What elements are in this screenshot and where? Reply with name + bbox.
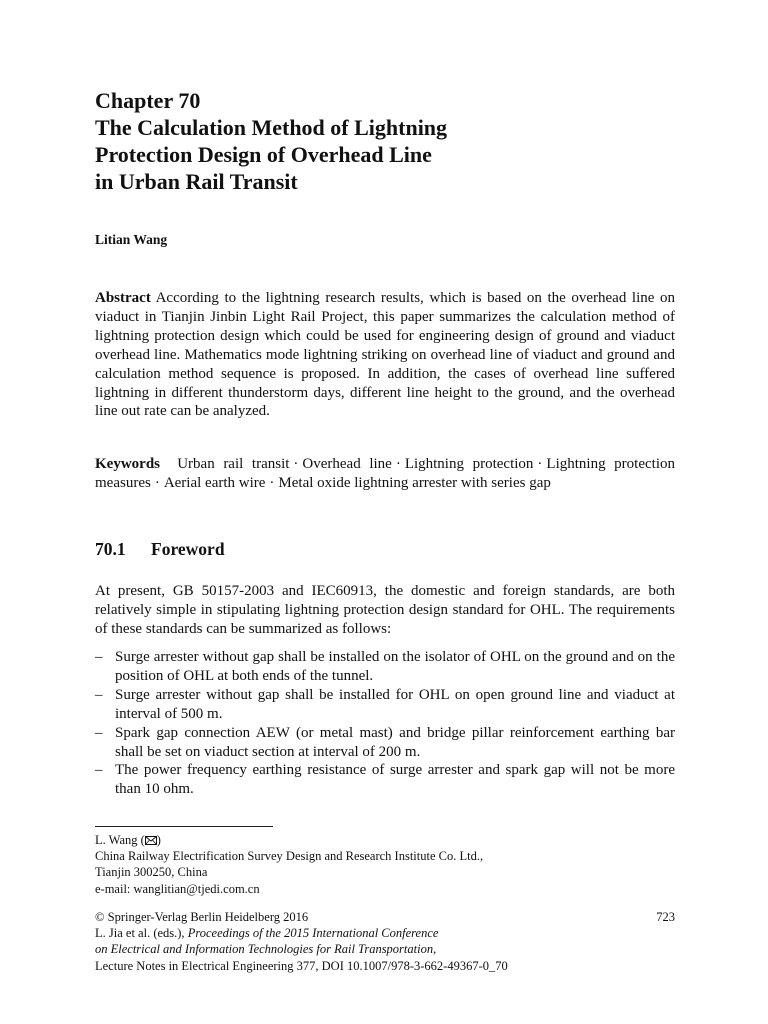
keyword-item: Lightning protection: [404, 456, 534, 472]
keyword-separator: ·: [395, 456, 401, 472]
list-item: [95, 724, 675, 762]
section-title: Foreword: [151, 539, 225, 559]
keyword-separator: ·: [293, 456, 299, 472]
list-item: [95, 648, 675, 686]
keywords-label: Keywords: [95, 456, 160, 472]
keyword-separator: ·: [154, 474, 160, 491]
proceedings-comma: ,: [433, 942, 437, 957]
abstract-label: Abstract: [95, 290, 151, 306]
keyword-item: Aerial earth wire: [163, 474, 266, 491]
chapter-title-line: Protection Design of Overhead Line: [95, 142, 432, 167]
keyword-item: Metal oxide lightning arrester with series gap: [278, 474, 551, 491]
section-number: 70.1: [95, 539, 126, 559]
list-item-text: Surge arrester without gap shall be installed for OHL on open ground line and viaduct at interval of 500 m.: [115, 686, 675, 722]
footnote-city: Tianjin 300250, China: [95, 865, 208, 880]
section-intro: At present, GB 50157-2003 and IEC60913, the domestic and foreign standards, are both relatively simple in stipulating lightning protection design standard for OHL. The requirements of these standards can be summarized as follows:: [95, 583, 675, 637]
list-item: [95, 761, 675, 799]
copyright-row: [95, 909, 675, 925]
envelope-icon: [145, 836, 157, 845]
list-dash: –: [95, 686, 103, 703]
keyword-separator: ·: [537, 456, 543, 472]
list-item-text: Surge arrester without gap shall be installed on the isolator of OHL on the ground and on the position of OHL at both ends of the tunnel.: [115, 649, 675, 684]
page-number: 723: [656, 910, 675, 924]
paper-page: [95, 0, 675, 1024]
section-heading: [95, 539, 225, 560]
author-footnote: [95, 832, 483, 897]
chapter-title-line: The Calculation Method of Lightning: [95, 115, 448, 140]
author-name: Litian Wang: [95, 232, 168, 247]
list-item-text: Spark gap connection AEW (or metal mast) and bridge pillar reinforcement earthing bar shall be set on viaduct section at interval of 200 m.: [115, 724, 675, 760]
list-item: [95, 686, 675, 724]
keyword-item: Overhead line: [302, 456, 392, 472]
footnote-author-close: ): [156, 833, 161, 847]
list-item-text: The power frequency earthing resistance of surge arrester and spark gap will not be more than 10 ohm.: [115, 762, 675, 798]
abstract-text: According to the lightning research results, which is based on the overhead line on viaduct in Tianjin Jinbin Light Rail Project, this paper summarizes the calculation method of lightning protection design which could be used for engineering design of ground and viaduct overhead line. Mathematics mode lightning striking on overhead line of viaduct and ground and calculation method sequence is proposed. In addition, the cases of overhead line suffered lightning in different thunderstorm days, different line height to the ground, and the overhead line out rate can be analyzed.: [95, 290, 675, 420]
keyword-separator: ·: [269, 474, 275, 491]
editors: L. Jia et al. (eds.),: [95, 926, 188, 941]
chapter-title: [95, 114, 447, 195]
footnote-author: L. Wang (: [95, 833, 145, 847]
list-dash: –: [95, 762, 103, 779]
requirements-list: [95, 648, 675, 799]
proceedings-title: Proceedings of the 2015 International Conference: [187, 926, 439, 941]
footnote-affiliation: China Railway Electrification Survey Design and Research Institute Co. Ltd.,: [95, 849, 484, 864]
proceedings-title-cont: on Electrical and Information Technologies for Rail Transportation: [95, 942, 434, 957]
list-dash: –: [95, 724, 103, 741]
editors-line: [95, 925, 675, 941]
footnote-rule: [95, 826, 273, 827]
abstract: [95, 289, 675, 421]
copyright-line: © Springer-Verlag Berlin Heidelberg 2016: [95, 910, 309, 924]
chapter-number: Chapter 70: [95, 88, 201, 113]
keyword-item: Lightning protection measures: [95, 456, 675, 491]
footnote-email: e-mail: wanglitian@tjedi.com.cn: [95, 881, 260, 896]
footnote-author-line: [95, 832, 483, 848]
list-dash: –: [95, 649, 103, 665]
chapter-title-line: in Urban Rail Transit: [95, 169, 298, 194]
keyword-item: Urban rail transit: [177, 456, 290, 472]
copyright-block: [95, 909, 675, 974]
proceedings-line: [95, 941, 675, 957]
series-line: Lecture Notes in Electrical Engineering 377, DOI 10.1007/978-3-662-49367-0_70: [95, 958, 508, 973]
keywords: [95, 455, 675, 493]
